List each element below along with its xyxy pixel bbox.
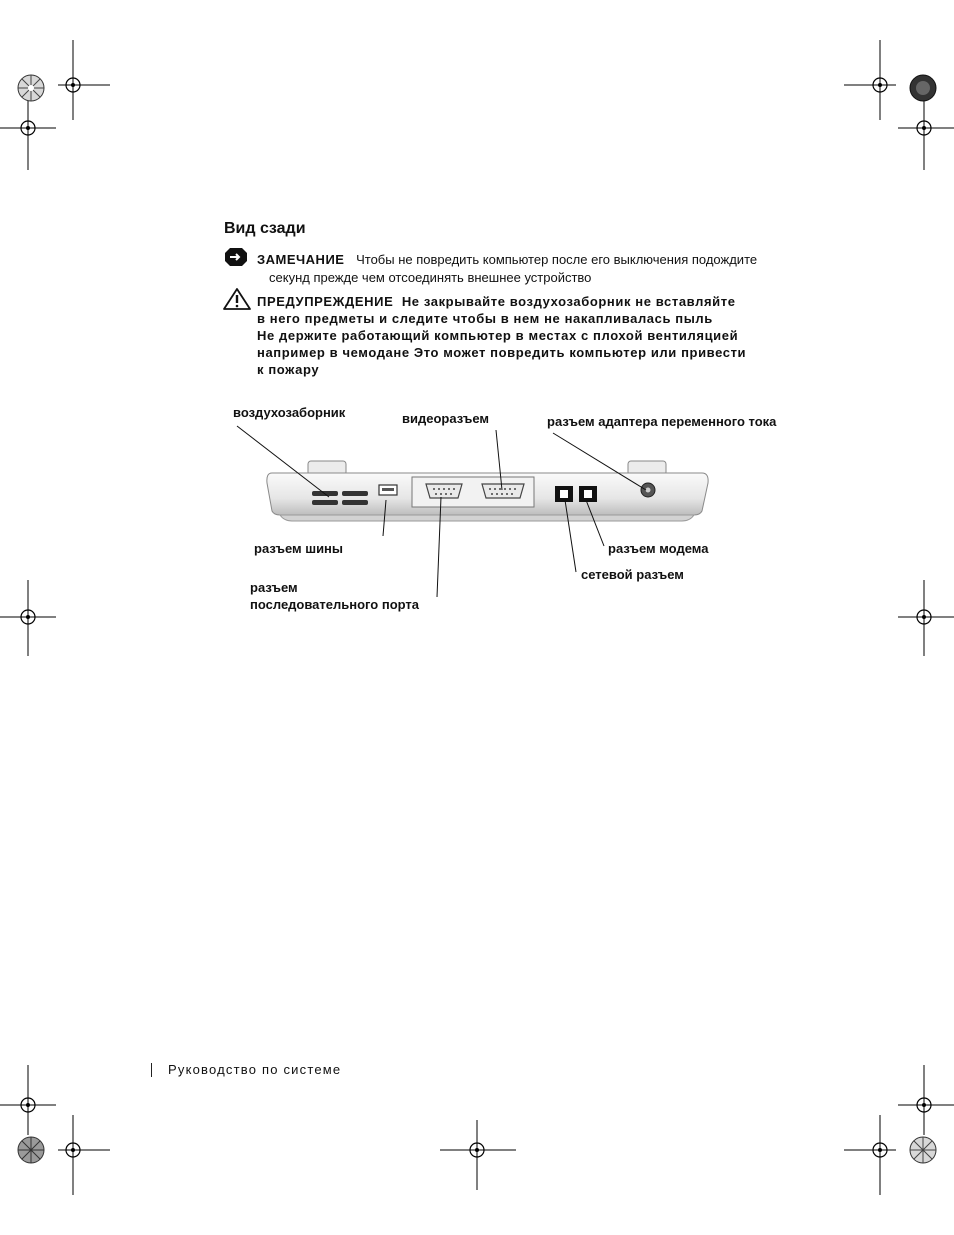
warning-line: в него предметы и следите чтобы в нем не накапливалась пыль — [257, 311, 713, 326]
label-video-connector: видеоразъем — [402, 411, 490, 426]
registration-mark-icon — [842, 1115, 898, 1195]
registration-mark-icon — [56, 1115, 112, 1195]
notice-label: ЗАМЕЧАНИЕ — [257, 252, 345, 267]
label-serial-line: разъем — [250, 580, 298, 595]
warning-line: например в чемодане Это может повредить компьютер или привести — [257, 345, 747, 360]
label-network-connector: сетевой разъем — [581, 567, 684, 582]
color-wheel-icon — [16, 1135, 46, 1165]
registration-mark-icon — [0, 1065, 56, 1135]
warning-line: к пожару — [257, 362, 320, 377]
warning-line: Не держите работающий компьютер в местах с плохой вентиляцией — [257, 328, 739, 343]
label-air-intake: воздухозаборник — [233, 405, 346, 420]
footer-text: Руководство по системе — [168, 1062, 342, 1077]
section-title: Вид сзади — [224, 220, 306, 237]
label-modem-connector: разъем модема — [608, 541, 709, 556]
warning-line: Не закрывайте воздухозаборник не вставляйте — [401, 294, 736, 309]
registration-mark-icon — [440, 1120, 516, 1190]
notice-line: Чтобы не повредить компьютер после его выключения подождите — [356, 252, 758, 267]
color-wheel-icon — [908, 1135, 938, 1165]
label-serial-line: последовательного порта — [250, 597, 420, 612]
label-ac-adapter-connector: разъем адаптера переменного тока — [547, 414, 777, 429]
label-serial-port — [250, 579, 419, 613]
label-bus-connector: разъем шины — [254, 541, 344, 556]
warning-label: ПРЕДУПРЕЖДЕНИЕ — [257, 294, 394, 309]
footer-divider — [151, 1063, 152, 1077]
registration-mark-icon — [898, 1065, 954, 1135]
notice-line: секунд прежде чем отсоединять внешнее устройство — [269, 270, 592, 285]
